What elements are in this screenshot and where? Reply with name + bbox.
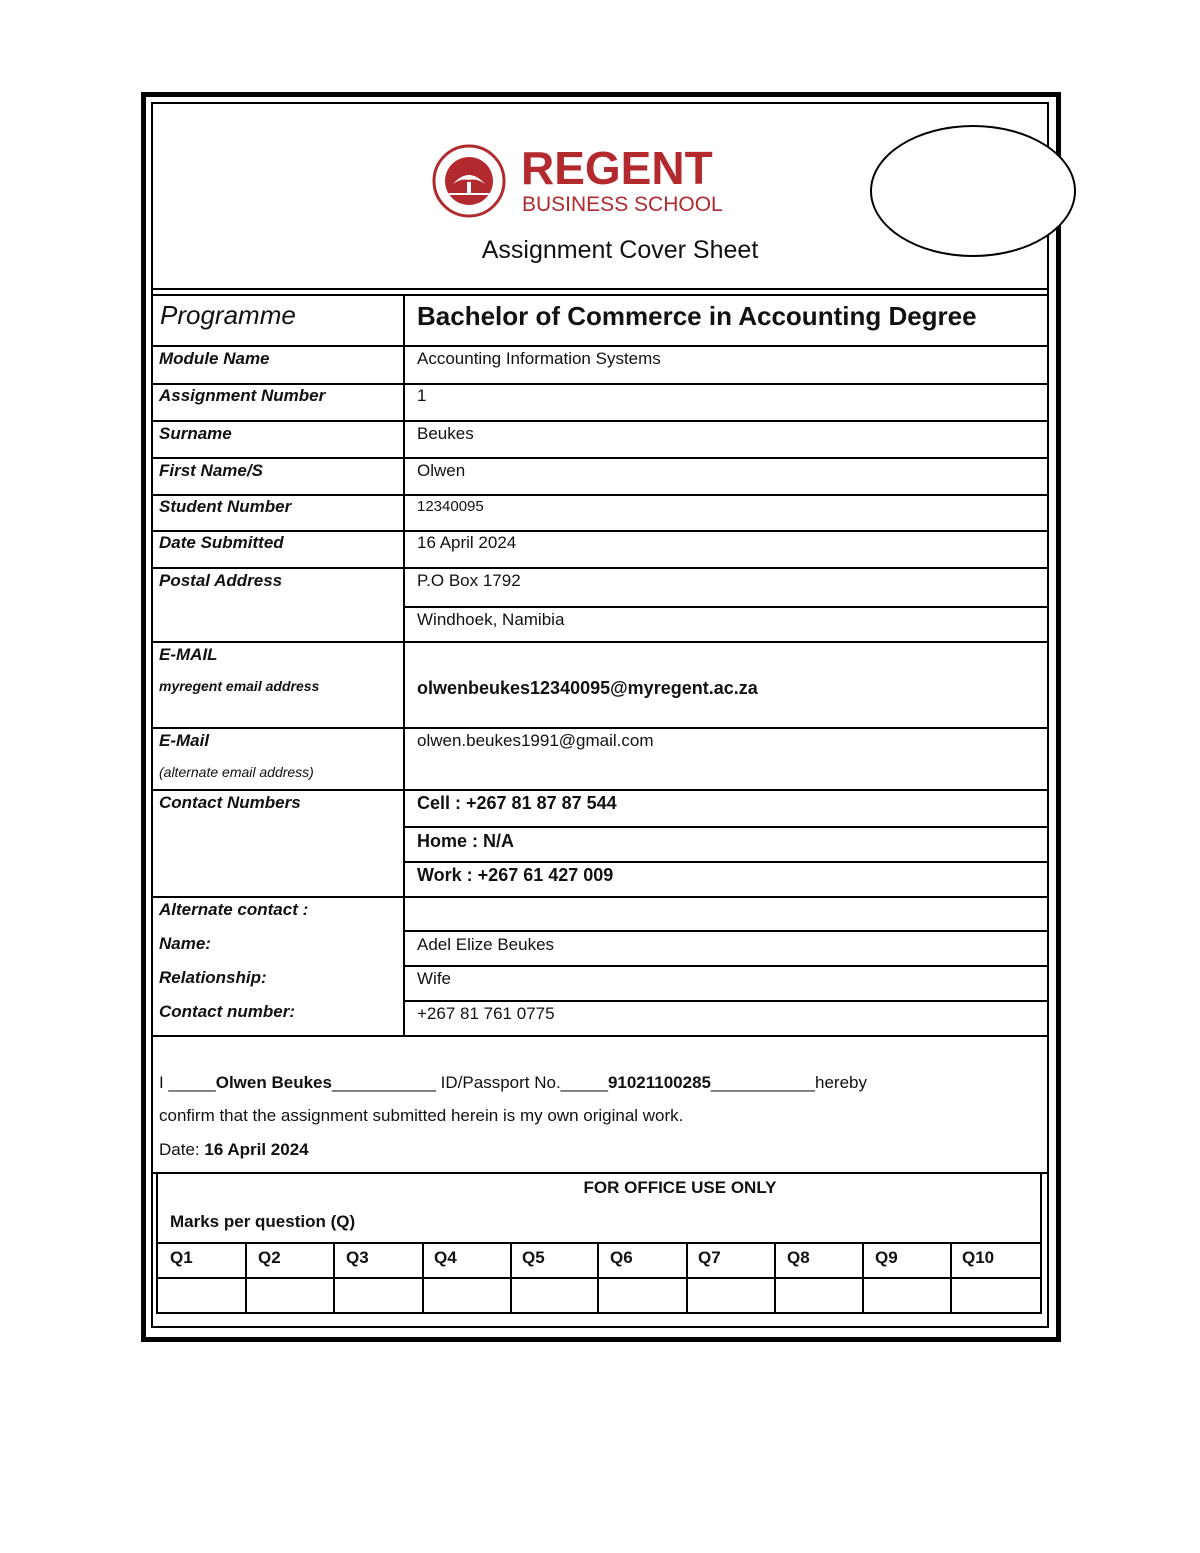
q9-header: Q9 [875, 1248, 898, 1267]
alternate-name-value: Adel Elize Beukes [417, 935, 555, 954]
student-number-label: Student Number [159, 497, 292, 516]
contact-number-label: Contact number: [159, 1002, 295, 1021]
logo-name: REGENT [521, 144, 713, 194]
surname-label: Surname [159, 424, 232, 443]
row-divider [151, 383, 1049, 385]
row-divider [405, 826, 1049, 828]
marks-grid-line [156, 1277, 1042, 1279]
row-divider [151, 345, 1049, 347]
row-divider [151, 567, 1049, 569]
marks-label: Marks per question (Q) [170, 1212, 356, 1231]
row-divider [405, 606, 1049, 608]
programme-value: Bachelor of Commerce in Accounting Degree [417, 301, 977, 331]
email-sublabel: myregent email address [159, 678, 320, 694]
assignment-value: 1 [417, 386, 427, 405]
q3-header: Q3 [346, 1248, 369, 1267]
marks-grid-col [333, 1242, 335, 1314]
marks-grid-col [245, 1242, 247, 1314]
module-label: Module Name [159, 349, 270, 368]
q8-header: Q8 [787, 1248, 810, 1267]
stamp-oval [870, 125, 1076, 257]
q1-header: Q1 [170, 1248, 193, 1267]
email-value: olwenbeukes12340095@myregent.ac.za [417, 678, 758, 698]
marks-grid-col [597, 1242, 599, 1314]
row-divider [151, 896, 1049, 898]
first-name-value: Olwen [417, 461, 466, 480]
q5-header: Q5 [522, 1248, 545, 1267]
q4-header: Q4 [434, 1248, 457, 1267]
decl-date-label: Date: [159, 1140, 205, 1159]
contact-home: Home : N/A [417, 831, 515, 851]
row-divider [151, 789, 1049, 791]
row-divider [405, 861, 1049, 863]
email-label: E-MAIL [159, 645, 218, 664]
marks-grid-col [950, 1242, 952, 1314]
assignment-label: Assignment Number [159, 386, 326, 405]
contact-cell: Cell : +267 81 87 87 544 [417, 793, 617, 813]
postal-line1: P.O Box 1792 [417, 571, 521, 590]
office-left-border [156, 1174, 158, 1314]
first-name-label: First Name/S [159, 461, 263, 480]
decl-id: 91021100285 [607, 1073, 711, 1092]
date-submitted-label: Date Submitted [159, 533, 284, 552]
page-title: Assignment Cover Sheet [481, 236, 759, 264]
marks-grid-col [422, 1242, 424, 1314]
header-divider [151, 288, 1049, 290]
relationship-value: Wife [417, 969, 451, 988]
q10-header: Q10 [962, 1248, 995, 1267]
alt-email-label: E-Mail [159, 731, 210, 750]
surname-value: Beukes [417, 424, 474, 443]
marks-grid-line [156, 1242, 1042, 1244]
postal-line2: Windhoek, Namibia [417, 610, 565, 629]
decl-date-value: 16 April 2024 [204, 1140, 309, 1159]
row-divider [151, 1035, 1049, 1037]
office-right-border [1040, 1174, 1042, 1314]
row-divider [151, 420, 1049, 422]
marks-grid-col [510, 1242, 512, 1314]
declaration-date [159, 1140, 309, 1160]
decl-i: I _____ [159, 1073, 216, 1092]
alt-email-sublabel: (alternate email address) [159, 764, 314, 780]
row-divider [151, 494, 1049, 496]
relationship-label: Relationship: [159, 968, 267, 987]
decl-mid: ___________ ID/Passport No._____ [331, 1073, 608, 1092]
logo-subtitle: BUSINESS SCHOOL [522, 193, 723, 216]
marks-grid-col [774, 1242, 776, 1314]
marks-grid-col [686, 1242, 688, 1314]
marks-grid-line [156, 1312, 1042, 1314]
declaration-line1 [159, 1073, 867, 1093]
header-divider-2 [151, 294, 1049, 296]
alt-email-value: olwen.beukes1991@gmail.com [417, 731, 654, 750]
office-heading: FOR OFFICE USE ONLY [583, 1178, 777, 1197]
row-divider [405, 965, 1049, 967]
row-divider [151, 530, 1049, 532]
row-divider [151, 727, 1049, 729]
postal-label: Postal Address [159, 571, 283, 590]
row-divider [151, 457, 1049, 459]
q6-header: Q6 [610, 1248, 633, 1267]
marks-grid-col [862, 1242, 864, 1314]
contact-work: Work : +267 61 427 009 [417, 865, 614, 885]
alternate-name-label: Name: [159, 934, 211, 953]
q2-header: Q2 [258, 1248, 281, 1267]
module-value: Accounting Information Systems [417, 349, 661, 368]
student-number-value: 12340095 [417, 498, 484, 515]
regent-logo [423, 144, 783, 220]
date-submitted-value: 16 April 2024 [417, 533, 517, 552]
programme-label: Programme [160, 300, 296, 330]
contact-label: Contact Numbers [159, 793, 301, 812]
declaration-line2: confirm that the assignment submitted herein is my own original work. [159, 1106, 684, 1125]
q7-header: Q7 [698, 1248, 721, 1267]
column-divider [403, 296, 405, 1036]
contact-number-value: +267 81 761 0775 [417, 1004, 555, 1023]
decl-end: ___________hereby [711, 1073, 867, 1092]
alternate-contact-label: Alternate contact : [159, 900, 309, 919]
decl-name: Olwen Beukes [215, 1073, 332, 1092]
row-divider [405, 1000, 1049, 1002]
row-divider [405, 930, 1049, 932]
row-divider [151, 641, 1049, 643]
office-top-border [151, 1172, 1049, 1174]
